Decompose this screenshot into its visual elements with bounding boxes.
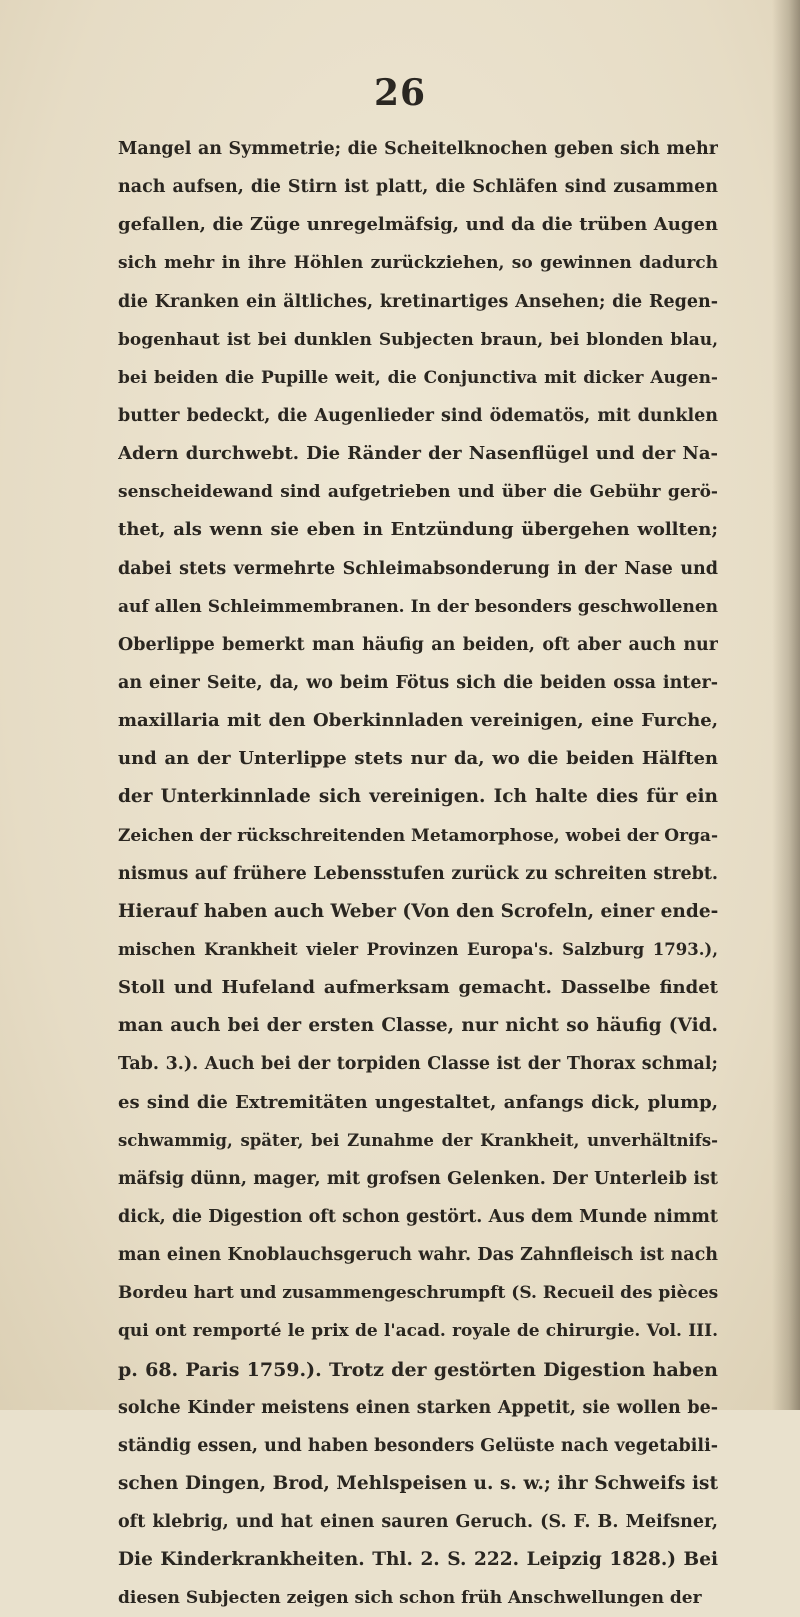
text-line: man auch bei der ersten Classe, nur nicht so häufig (Vid. [118, 1015, 718, 1037]
text-line: Mangel an Symmetrie; die Scheitelknochen geben sich mehr [118, 139, 718, 159]
text-line: diesen Subjecten zeigen sich schon früh Anschwellungen der [118, 1588, 702, 1609]
text-line: qui ont remporté le prix de l'acad. royale de chirurgie. Vol. III. [118, 1321, 718, 1342]
text-line: senscheidewand sind aufgetrieben und über die Gebühr gerö- [118, 482, 718, 503]
text-line: gefallen, die Züge unregelmäfsig, und da die trüben Augen [118, 214, 718, 236]
body-text [118, 130, 718, 1617]
text-line: Zeichen der rückschreitenden Metamorphose, wobei der Orga- [118, 825, 718, 846]
text-line: an einer Seite, da, wo beim Fötus sich die beiden ossa inter- [118, 672, 718, 693]
text-line: Bordeu hart und zusammengeschrumpft (S. Recueil des pièces [118, 1283, 718, 1304]
text-line: thet, als wenn sie eben in Entzündung übergehen wollten; [118, 519, 718, 541]
text-line: dick, die Digestion oft schon gestört. Aus dem Munde nimmt [118, 1206, 718, 1227]
text-line: und an der Unterlippe stets nur da, wo die beiden Hälften [118, 748, 718, 770]
text-line: bei beiden die Pupille weit, die Conjunctiva mit dicker Augen- [118, 367, 718, 388]
page-number: 26 [373, 72, 427, 114]
text-line: der Unterkinnlade sich vereinigen. Ich halte dies für ein [118, 786, 718, 808]
text-line: oft klebrig, und hat einen sauren Geruch. (S. F. B. Meifsner, [118, 1512, 718, 1533]
text-line: bogenhaut ist bei dunklen Subjecten braun, bei blonden blau, [118, 329, 718, 350]
text-line: es sind die Extremitäten ungestaltet, anfangs dick, plump, [118, 1091, 718, 1113]
text-line: Oberlippe bemerkt man häufig an beiden, oft aber auch nur [118, 634, 718, 655]
text-line: Tab. 3.). Auch bei der torpiden Classe ist der Thorax schmal; [118, 1054, 718, 1075]
text-line: man einen Knoblauchsgeruch wahr. Das Zahnfleisch ist nach [118, 1245, 718, 1266]
text-line: Adern durchwebt. Die Ränder der Nasenflügel und der Na- [118, 443, 718, 465]
text-line: maxillaria mit den Oberkinnladen vereinigen, eine Furche, [118, 710, 718, 732]
text-line: Die Kinderkrankheiten. Thl. 2. S. 222. Leipzig 1828.) Bei [118, 1549, 718, 1571]
text-line: ständig essen, und haben besonders Gelüste nach vegetabili- [118, 1435, 718, 1456]
text-line: schwammig, später, bei Zunahme der Krankheit, unverhältnifs- [118, 1130, 718, 1150]
text-line: butter bedeckt, die Augenlieder sind ödematös, mit dunklen [118, 405, 718, 426]
text-line: Hierauf haben auch Weber (Von den Scrofeln, einer ende- [118, 900, 718, 922]
text-line: nach aufsen, die Stirn ist platt, die Schläfen sind zusammen [118, 177, 718, 198]
text-line: Stoll und Hufeland aufmerksam gemacht. Dasselbe findet [118, 977, 718, 999]
text-line: sich mehr in ihre Höhlen zurückziehen, so gewinnen dadurch [118, 253, 718, 274]
text-line: dabei stets vermehrte Schleimabsonderung in der Nase und [118, 558, 718, 579]
text-line: mäfsig dünn, mager, mit grofsen Gelenken. Der Unterleib ist [118, 1168, 718, 1189]
text-line: nismus auf frühere Lebensstufen zurück zu schreiten strebt. [118, 863, 718, 884]
text-line: mischen Krankheit vieler Provinzen Europa's. Salzburg 1793.), [118, 939, 718, 959]
text-line: p. 68. Paris 1759.). Trotz der gestörten Digestion haben [118, 1358, 718, 1381]
text-line: solche Kinder meistens einen starken Appetit, sie wollen be- [118, 1397, 718, 1418]
text-line: schen Dingen, Brod, Mehlspeisen u. s. w.; ihr Schweifs ist [118, 1472, 718, 1494]
text-line: die Kranken ein ältliches, kretinartiges Ansehen; die Regen- [118, 291, 718, 312]
text-line: auf allen Schleimmembranen. In der besonders geschwollenen [118, 596, 718, 617]
page-edge-shadow [772, 0, 800, 1410]
